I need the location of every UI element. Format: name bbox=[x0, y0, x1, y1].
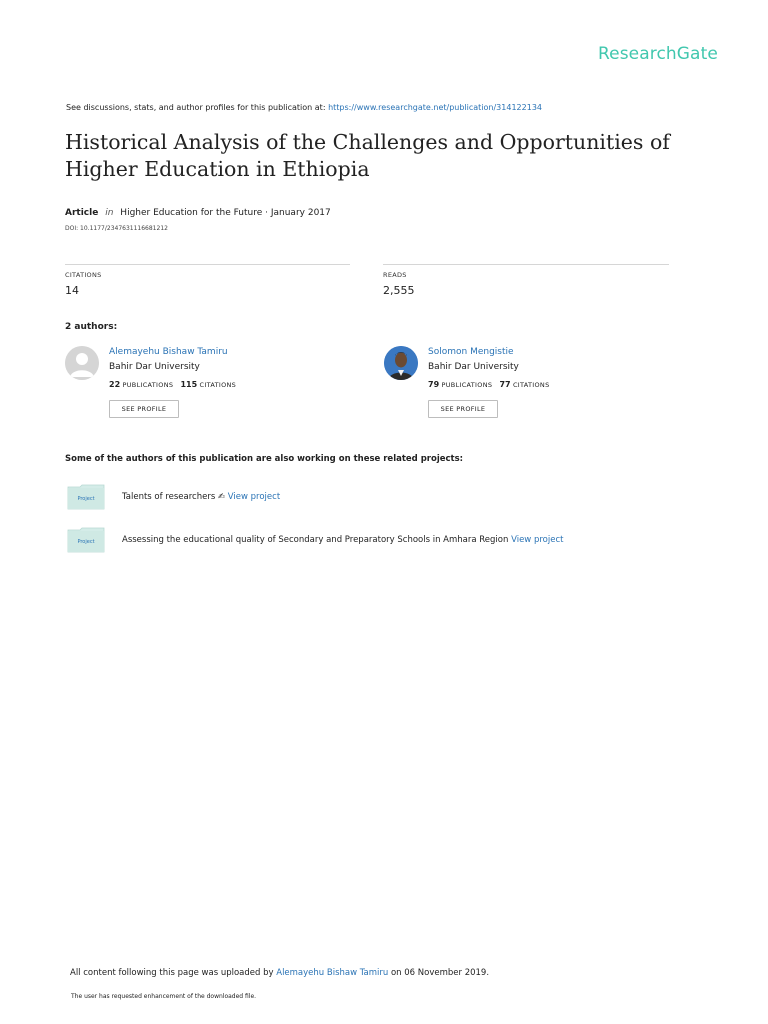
author-institution: Bahir Dar University bbox=[109, 362, 200, 372]
authors-heading: 2 authors: bbox=[65, 322, 118, 332]
doi: DOI: 10.1177/2347631116681212 bbox=[65, 225, 168, 232]
uploader-link[interactable]: Alemayehu Bishaw Tamiru bbox=[276, 968, 389, 978]
author-stats bbox=[109, 380, 236, 389]
uploaded-prefix: All content following this page was uploaded by bbox=[70, 968, 277, 978]
project-folder-icon bbox=[67, 527, 105, 553]
see-discussions-line bbox=[66, 103, 542, 112]
article-type: Article bbox=[65, 208, 99, 218]
uploaded-by-line bbox=[70, 968, 489, 978]
view-project-link[interactable]: View project bbox=[227, 492, 281, 502]
researchgate-logo[interactable]: ResearchGate bbox=[598, 44, 718, 64]
project-name: Talents of researchers ✍ bbox=[122, 492, 228, 502]
author-publications-count: 22 bbox=[109, 380, 121, 389]
project-row bbox=[122, 535, 563, 545]
author-citations-label: CITATIONS bbox=[512, 381, 550, 389]
author-institution: Bahir Dar University bbox=[428, 362, 519, 372]
see-discussions-text: See discussions, stats, and author profiles for this publication at: bbox=[66, 103, 329, 112]
see-profile-button[interactable]: SEE PROFILE bbox=[109, 400, 179, 418]
project-name: Assessing the educational quality of Secondary and Preparatory Schools in Amhara Region bbox=[122, 535, 512, 545]
in-label: in bbox=[105, 208, 114, 218]
project-row bbox=[122, 492, 280, 502]
author-citations-count: 77 bbox=[499, 380, 511, 389]
project-folder-icon bbox=[67, 484, 105, 510]
uploaded-suffix: on 06 November 2019. bbox=[388, 968, 490, 978]
author-avatar-user-photo[interactable] bbox=[384, 346, 418, 380]
journal-date: Higher Education for the Future · January 2017 bbox=[120, 208, 331, 218]
author-name-link[interactable]: Solomon Mengistie bbox=[428, 347, 514, 357]
reads-divider bbox=[383, 264, 669, 265]
author-stats bbox=[428, 380, 550, 389]
related-projects-heading: Some of the authors of this publication are also working on these related projects: bbox=[65, 454, 464, 464]
author-avatar-default-user-icon[interactable] bbox=[65, 346, 99, 380]
citations-value: 14 bbox=[65, 284, 79, 297]
project-icon-label: Project bbox=[77, 539, 95, 545]
citations-divider bbox=[65, 264, 350, 265]
publication-title: Historical Analysis of the Challenges and Opportunities of Higher Education in Ethiopia bbox=[65, 130, 670, 181]
citations-label: CITATIONS bbox=[65, 271, 102, 279]
author-name-link[interactable]: Alemayehu Bishaw Tamiru bbox=[109, 347, 228, 357]
view-project-link[interactable]: View project bbox=[511, 535, 564, 545]
project-icon-label: Project bbox=[77, 496, 95, 502]
author-citations-count: 115 bbox=[180, 380, 198, 389]
see-profile-button[interactable]: SEE PROFILE bbox=[428, 400, 498, 418]
enhancement-note: The user has requested enhancement of the downloaded file. bbox=[71, 993, 257, 1000]
reads-value: 2,555 bbox=[383, 284, 415, 297]
publication-meta bbox=[65, 208, 331, 218]
author-publications-label: PUBLICATIONS bbox=[122, 381, 174, 389]
author-citations-label: CITATIONS bbox=[199, 381, 237, 389]
reads-label: READS bbox=[383, 271, 407, 279]
publication-url-link[interactable]: https://www.researchgate.net/publication/314122134 bbox=[328, 103, 542, 112]
author-publications-label: PUBLICATIONS bbox=[441, 381, 493, 389]
author-publications-count: 79 bbox=[428, 380, 440, 389]
